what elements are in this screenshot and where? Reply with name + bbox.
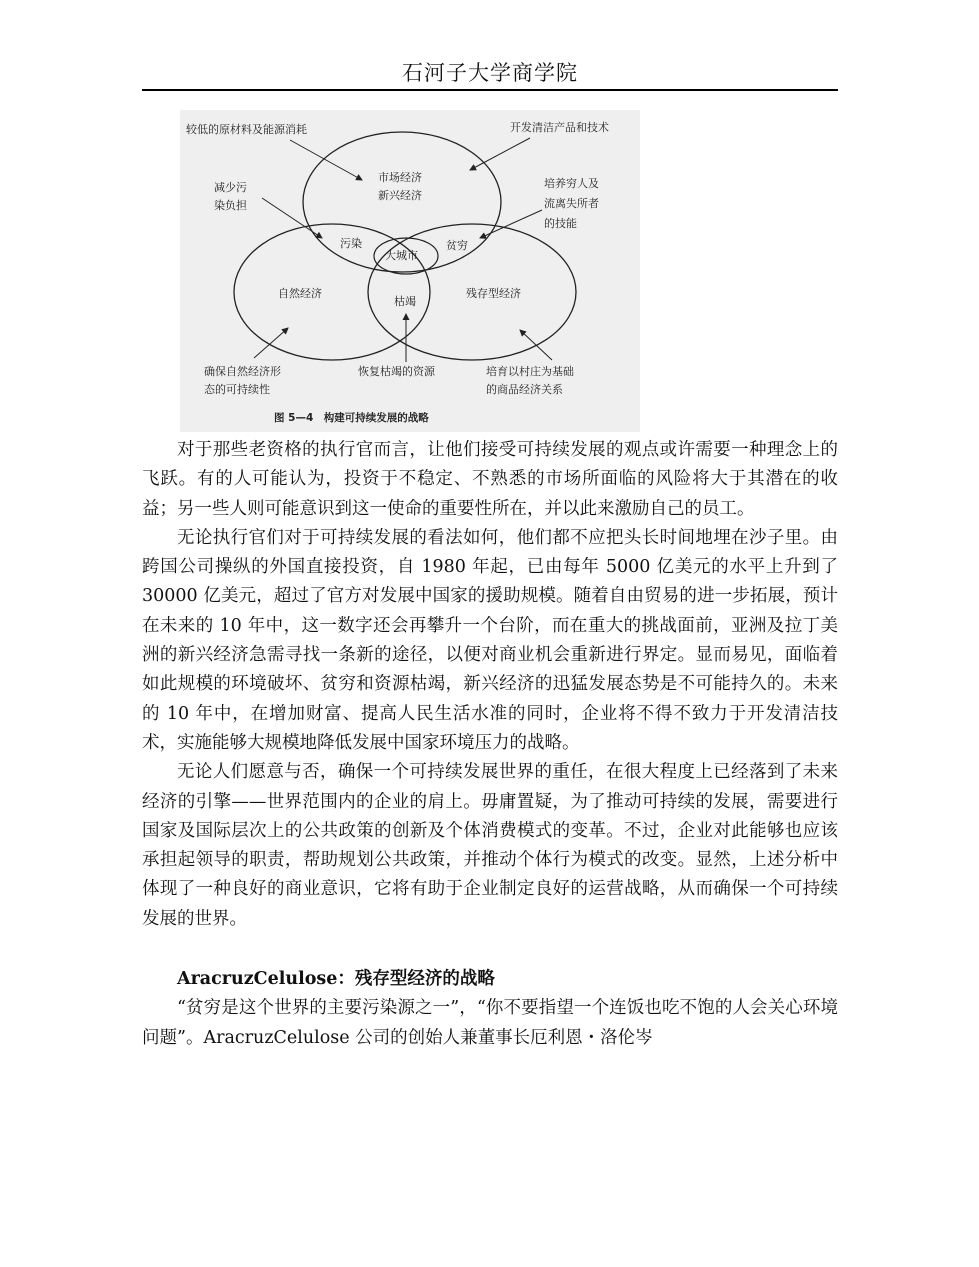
arrow-top-right [470,138,530,170]
label-train-poor-2: 流离失所者 [544,197,599,210]
label-big-city: 大城市 [385,249,418,262]
label-sustain-natural-1: 确保自然经济形 [204,365,281,378]
paragraph-3: 无论人们愿意与否，确保一个可持续发展世界的重任，在很大程度上已经落到了未来经济的引擎——世界范围内的企业的肩上。毋庸置疑，为了推动可持续的发展，需要进行国家及国际层次上的公共政策的创新及个体消费模式的变革。不过，企业对此能够也应该承担起领导的职责，帮助规划公共政策，并推动个体行为模式的改变。显然，上述分析中体现了一种良好的商业意识，它将有助于企业制定良好的运营战略，从而确保一个可持续发展的世界。 [142,762,838,929]
label-market-economy: 市场经济 [378,171,422,184]
header-divider [142,89,838,91]
label-residual-economy: 残存型经济 [466,287,521,300]
label-poverty: 贫穷 [446,239,468,252]
label-natural-economy: 自然经济 [278,287,322,300]
label-reduce-pollution-1: 减少污 [214,181,247,194]
arrow-bottom-right [520,330,552,360]
label-restore-resources: 恢复枯竭的资源 [358,365,435,378]
label-village-economy-1: 培育以村庄为基础 [486,365,574,378]
label-village-economy-2: 的商品经济关系 [486,383,563,396]
natural-economy-circle [234,224,430,360]
label-emerging-economy: 新兴经济 [378,189,422,202]
page-header: 石河子大学商学院 [402,61,578,85]
figure-caption: 图 5—4 构建可持续发展的战略 [274,412,429,424]
label-reduce-pollution-2: 染负担 [214,199,247,212]
label-train-poor-1: 培养穷人及 [544,177,599,190]
article-body [142,436,838,1053]
label-clean-products: 开发清洁产品和技术 [510,121,609,134]
label-lower-resource-use: 较低的原材料及能源消耗 [186,123,307,136]
arrow-bottom-left [254,328,288,358]
figure-venn-diagram [180,110,640,432]
label-depletion: 枯竭 [394,295,416,308]
paragraph-1: 对于那些老资格的执行官而言，让他们接受可持续发展的观点或许需要一种理念上的飞跃。有的人可能认为，投资于不稳定、不熟悉的市场所面临的风险将大于其潜在的收益；另一些人则可能意识到这一使命的重要性所在，并以此来激励自己的员工。 [142,440,838,519]
section-title: AracruzCelulose：残存型经济的战略 [177,969,495,990]
arrow-top-left [290,140,362,180]
paragraph-2: 无论执行官们对于可持续发展的看法如何，他们都不应把头长时间地埋在沙子里。由跨国公司操纵的外国直接投资，自 1980 年起，已由每年 5000 亿美元的水平上升到了 30000 亿美元，超过了官方对发展中国家的援助规模。随着自由贸易的进一步拓展，预计在未来的 10 年中，这一数字还会再攀升一个台阶，而在重大的挑战面前，亚洲及拉丁美洲的新兴经济急需寻找一条新的途径，以便对商业机会重新进行界定。显而易见，面临着如此规模的环境破坏、贫穷和资源枯竭，新兴经济的迅猛发展态势是不可能持久的。未来的 10 年中，在增加财富、提高人民生活水准的同时，企业将不得不致力于开发清洁技术，实施能够大规模地降低发展中国家环境压力的战略。 [142,527,838,753]
label-pollution: 污染 [340,237,362,250]
arrow-right [480,210,542,238]
arrow-left [262,198,322,238]
section-paragraph: “贫穷是这个世界的主要污染源之一”，“你不要指望一个连饭也吃不饱的人会关心环境问题”。AracruzCelulose 公司的创始人兼董事长厄利恩・洛伦岑 [142,998,838,1048]
label-train-poor-3: 的技能 [544,217,577,230]
label-sustain-natural-2: 态的可持续性 [204,383,270,396]
